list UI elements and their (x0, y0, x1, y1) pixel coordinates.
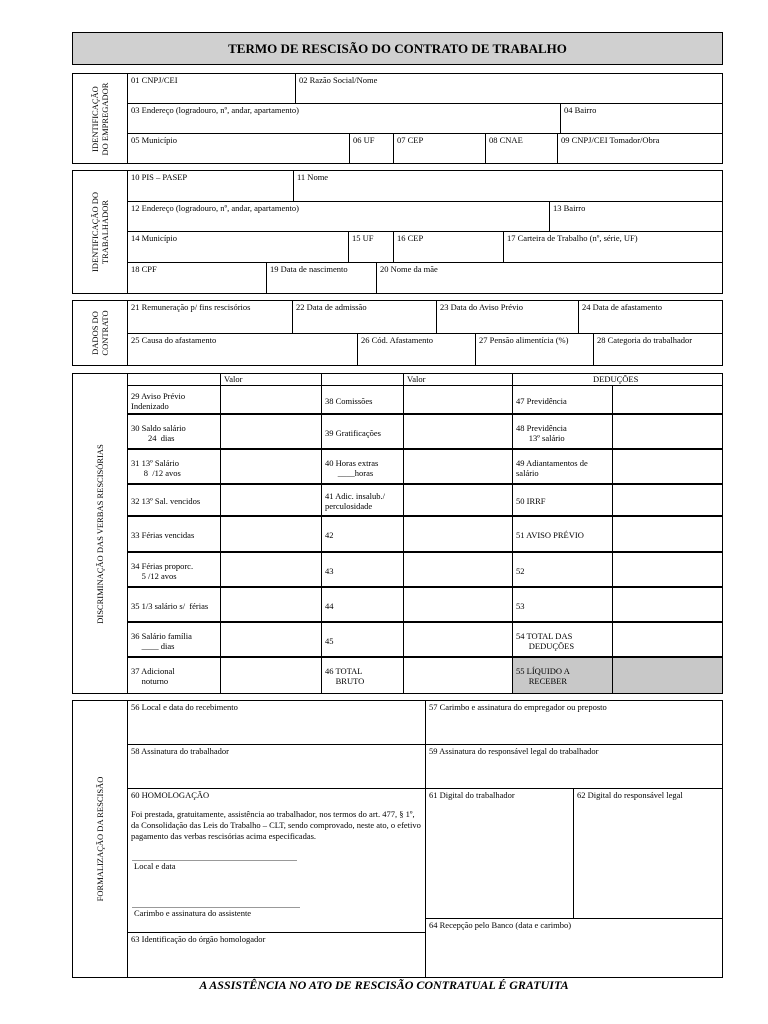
verba-label-c1: 29 Aviso Prévio Indenizado (128, 385, 221, 414)
field-15-uf[interactable]: 15 UF (349, 232, 394, 263)
verba-value-c2[interactable] (404, 657, 513, 693)
verba-label-c2: 41 Adic. insalub./ perculosidade (322, 484, 404, 516)
verba-value-c1[interactable] (221, 449, 322, 484)
verba-label-c1: 35 1/3 salário s/ férias (128, 587, 221, 622)
field-62-digital-responsavel[interactable]: 62 Digital do responsável legal (574, 789, 722, 919)
section-empregador (72, 73, 723, 164)
field-12-endereco[interactable]: 12 Endereço (logradouro, nº, andar, apartamento) (128, 202, 550, 232)
form-title: TERMO DE RESCISÃO DO CONTRATO DE TRABALHO (72, 32, 723, 65)
verba-label-c3: 48 Previdência 13º salário (513, 414, 613, 449)
field-27-pensao[interactable]: 27 Pensão alimentícia (%) (476, 334, 594, 365)
section-formalizacao (72, 700, 723, 978)
verba-value-c2[interactable] (404, 587, 513, 622)
header-valor-2: Valor (404, 374, 513, 385)
verba-label-c2: 43 (322, 552, 404, 587)
field-57-carimbo-empregador[interactable]: 57 Carimbo e assinatura do empregador ou preposto (426, 701, 722, 745)
section-trabalhador (72, 170, 723, 294)
verba-label-c3: 51 AVISO PRÉVIO (513, 516, 613, 552)
verba-value-c2[interactable] (404, 516, 513, 552)
homologacao-text: Foi prestada, gratuitamente, assistência ao trabalhador, nos termos do art. 477, § 1º, da Consolidação das Leis do Trabalho – CLT, sendo comprovado, neste ato, o efetivo pagamento das verbas rescisórias acima especificadas. (131, 809, 421, 841)
verba-value-c3[interactable] (613, 385, 722, 414)
field-28-categoria[interactable]: 28 Categoria do trabalhador (597, 335, 693, 345)
section-label-formalizacao: FORMALIZAÇÃO DA RESCISÃO (73, 701, 128, 977)
verba-value-c1[interactable] (221, 587, 322, 622)
header-col1-label (128, 374, 221, 385)
field-13-bairro[interactable]: 13 Bairro (550, 202, 722, 232)
verba-value-c3[interactable] (613, 622, 722, 657)
verba-label-c1: 32 13º Sal. vencidos (128, 484, 221, 516)
header-deducoes: DEDUÇÕES (593, 374, 639, 384)
field-09-cnpj-tomador[interactable]: 09 CNPJ/CEI Tomador/Obra (561, 135, 660, 145)
verba-value-c2[interactable] (404, 385, 513, 414)
local-data-label: Local e data (134, 861, 176, 871)
field-20-nome-mae[interactable]: 20 Nome da mãe (380, 264, 438, 274)
header-col2-label (322, 374, 404, 385)
field-25-causa[interactable]: 25 Causa do afastamento (128, 334, 358, 365)
verba-label-c2: 45 (322, 622, 404, 657)
field-59-assinatura-responsavel[interactable]: 59 Assinatura do responsável legal do trabalhador (426, 745, 722, 789)
verba-label-c2: 46 TOTAL BRUTO (322, 657, 404, 693)
verba-value-c3[interactable] (613, 484, 722, 516)
section-label-contrato: DADOS DO CONTRATO (73, 301, 128, 365)
verba-label-c2: 42 (322, 516, 404, 552)
field-61-digital-trabalhador[interactable]: 61 Digital do trabalhador (426, 789, 574, 919)
field-23-aviso-previo[interactable]: 23 Data do Aviso Prévio (437, 301, 579, 334)
verba-value-c1[interactable] (221, 516, 322, 552)
verba-value-c3[interactable] (613, 516, 722, 552)
section-label-verbas: DISCRIMINAÇÃO DAS VERBAS RESCISÓRIAS (73, 374, 128, 693)
verba-label-c2: 38 Comissões (322, 385, 404, 414)
field-10-pis[interactable]: 10 PIS – PASEP (128, 171, 294, 202)
verba-label-c3: 53 (513, 587, 613, 622)
verba-label-c1: 37 Adicional noturno (128, 657, 221, 693)
field-02-razao-social[interactable]: 02 Razão Social/Nome (296, 74, 722, 104)
field-24-afastamento[interactable]: 24 Data de afastamento (579, 301, 722, 334)
field-26-cod-afastamento[interactable]: 26 Cód. Afastamento (358, 334, 476, 365)
verba-label-c2: 44 (322, 587, 404, 622)
verba-value-c1[interactable] (221, 414, 322, 449)
verba-value-c3[interactable] (613, 414, 722, 449)
verba-value-c3[interactable] (613, 587, 722, 622)
field-18-cpf[interactable]: 18 CPF (128, 263, 267, 293)
verba-label-c1: 30 Saldo salário 24 dias (128, 414, 221, 449)
field-21-remuneracao[interactable]: 21 Remuneração p/ fins rescisórios (128, 301, 293, 334)
field-58-assinatura-trabalhador[interactable]: 58 Assinatura do trabalhador (128, 745, 426, 789)
verba-value-c2[interactable] (404, 449, 513, 484)
section-label-trabalhador: IDENTIFICAÇÃO DO TRABALHADOR (73, 171, 128, 293)
field-01-cnpj[interactable]: 01 CNPJ/CEI (128, 74, 296, 104)
verba-label-c1: 31 13º Salário 8 /12 avos (128, 449, 221, 484)
field-07-cep[interactable]: 07 CEP (394, 134, 486, 163)
verba-value-c1[interactable] (221, 657, 322, 693)
section-contrato (72, 300, 723, 366)
carimbo-assistente-label: Carimbo e assinatura do assistente (134, 908, 252, 918)
verba-label-c3: 49 Adiantamentos de salário (513, 449, 613, 484)
verba-label-c3: 50 IRRF (513, 484, 613, 516)
verba-value-c3[interactable] (613, 449, 722, 484)
header-valor-1: Valor (221, 374, 322, 385)
field-19-nascimento[interactable]: 19 Data de nascimento (267, 263, 377, 293)
verba-label-c2: 39 Gratificações (322, 414, 404, 449)
field-14-municipio[interactable]: 14 Município (128, 232, 349, 263)
field-17-carteira[interactable]: 17 Carteira de Trabalho (nº, série, UF) (504, 232, 722, 263)
field-64-recepcao-banco[interactable]: 64 Recepção pelo Banco (data e carimbo) (429, 920, 572, 930)
verba-value-c2[interactable] (404, 552, 513, 587)
field-60-homologacao[interactable]: 60 HOMOLOGAÇÃO Foi prestada, gratuitamente, assistência ao trabalhador, nos termos do art. 477, § 1º, da Consolidação das Leis do Trabalho – CLT, sendo comprovado, neste ato, o efetivo pagamento das verbas rescisórias acima especificadas. Local e data Carimbo e assinatura do assistente (128, 789, 426, 932)
field-04-bairro[interactable]: 04 Bairro (561, 104, 722, 134)
verba-label-c3: 55 LÍQUIDO A RECEBER (513, 657, 613, 693)
verba-value-c1[interactable] (221, 622, 322, 657)
field-03-endereco[interactable]: 03 Endereço (logradouro, nº, andar, apartamento) (128, 104, 561, 134)
verba-value-c1[interactable] (221, 552, 322, 587)
field-08-cnae[interactable]: 08 CNAE (486, 134, 558, 163)
verba-label-c1: 34 Férias proporc. 5 /12 avos (128, 552, 221, 587)
verba-value-c3[interactable] (613, 657, 722, 693)
field-63-orgao-homologador[interactable]: 63 Identificação do órgão homologador (128, 932, 426, 977)
verba-label-c1: 36 Salário família ____ dias (128, 622, 221, 657)
field-05-municipio[interactable]: 05 Município (128, 134, 350, 163)
footer-note: A ASSISTÊNCIA NO ATO DE RESCISÃO CONTRATUAL É GRATUITA (199, 978, 569, 992)
verba-value-c2[interactable] (404, 484, 513, 516)
verba-value-c2[interactable] (404, 414, 513, 449)
field-06-uf[interactable]: 06 UF (350, 134, 394, 163)
verba-value-c2[interactable] (404, 622, 513, 657)
verba-label-c2: 40 Horas extras ____horas (322, 449, 404, 484)
field-56-local-data[interactable]: 56 Local e data do recebimento (128, 701, 426, 745)
verba-value-c1[interactable] (221, 484, 322, 516)
verba-label-c1: 33 Férias vencidas (128, 516, 221, 552)
verba-value-c3[interactable] (613, 552, 722, 587)
verba-label-c3: 47 Previdência (513, 385, 613, 414)
verba-label-c3: 52 (513, 552, 613, 587)
section-label-empregador: IDENTIFICAÇÃO DO EMPREGADOR (73, 74, 128, 163)
field-11-nome[interactable]: 11 Nome (294, 171, 722, 202)
field-16-cep[interactable]: 16 CEP (394, 232, 504, 263)
verba-value-c1[interactable] (221, 385, 322, 414)
section-verbas (72, 373, 723, 694)
field-22-admissao[interactable]: 22 Data de admissão (293, 301, 437, 334)
verba-label-c3: 54 TOTAL DAS DEDUÇÕES (513, 622, 613, 657)
